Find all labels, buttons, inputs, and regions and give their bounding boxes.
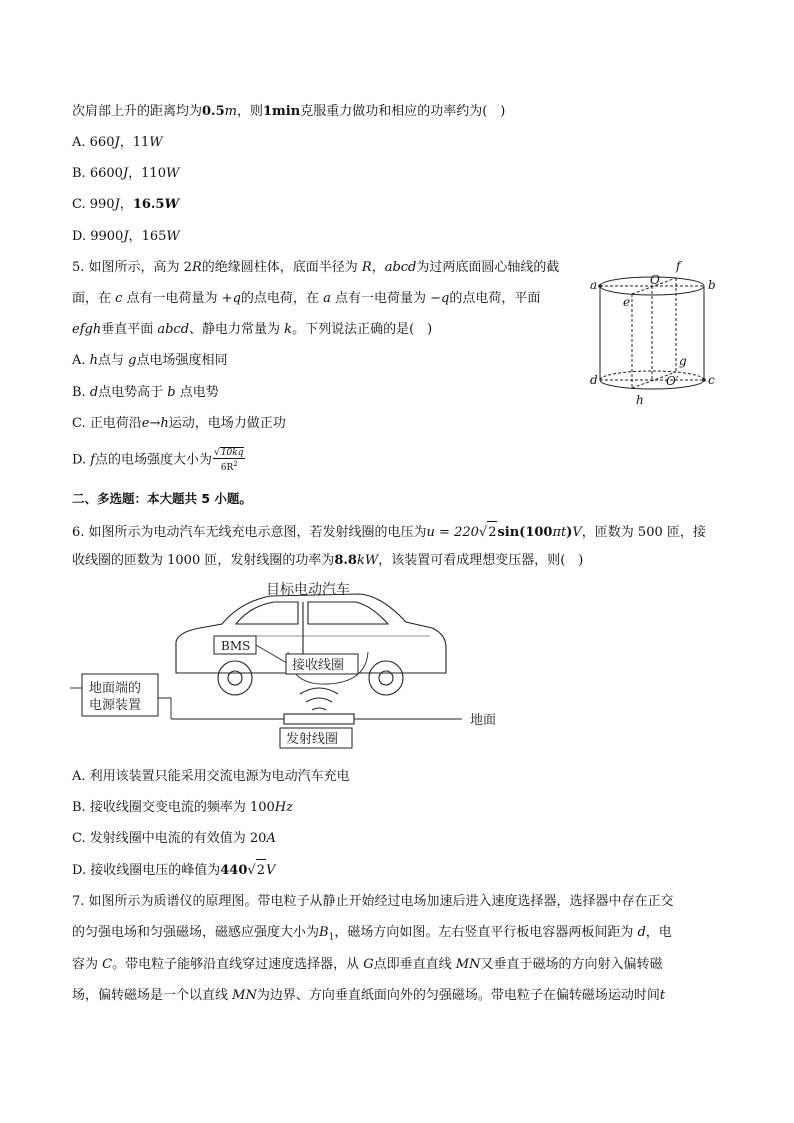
bottom-ellipse-front [600,380,704,389]
section-heading-multiple-choice: 二、多选题：本大题共 5 小题。 [72,491,252,506]
q6-option-c: C. 发射线圈中电流的有效值为 20A [72,831,276,846]
q5-stem-line-2: 面，在 c 点有一电荷量为 +q的点电荷，在 a 点有一电荷量为 −q的点电荷，平面 [72,291,541,306]
q5-stem-line-1: 5. 如图所示，高为 2R的绝缘圆柱体，底面半径为 R，abcd为过两底面圆心轴线的截 [72,260,560,275]
car-window-rear [308,602,388,624]
q4-option-c: C. 990J，16.5W [72,197,180,212]
transmitter-pad [284,714,354,724]
label-g: g [679,354,687,368]
label-O: O [650,273,660,287]
label-d: d [590,373,598,387]
ground-device-label-1: 地面端的 [89,681,142,696]
q5-option-c: C. 正电荷沿e→h运动，电场力做正功 [72,416,286,431]
label-b: b [708,278,716,292]
q7-stem-line-3: 容为 C。带电粒子能够沿直线穿过速度选择器，从 G点即垂直直线 MN又垂直于磁场的方向射入偏转磁 [72,957,663,972]
q6-stem-line-2: 收线圈的匝数为 1000 匝，发射线圈的功率为8.8kW，该装置可看成理想变压器，则( ) [72,553,584,568]
q7-stem-line-4: 场，偏转磁场是一个以直线 MN为边界、方向垂直纸面向外的匀强磁场。带电粒子在偏转磁场运动时间t [72,988,666,1003]
label-f: f [676,259,681,273]
wireless-charging-figure [70,578,530,753]
q5-option-d: D. f点的电场强度大小为 $\frac{√10kq}{6R^2}$ [72,448,244,473]
figure-title: 目标电动汽车 [266,582,350,598]
q5-stem-line-3: efgh垂直平面 abcd、静电力常量为 k。下列说法正确的是( ) [72,322,433,337]
q4-stem-line: 次肩部上升的距离均为0.5m，则1min克服重力做功和相应的功率约为( ) [72,104,506,119]
q4-option-d: D. 9900J，165W [72,229,180,244]
q6-option-b: B. 接收线圈交变电流的频率为 100Hz [72,800,293,815]
q7-stem-line-1: 7. 如图所示为质谱仪的原理图。带电粒子从静止开始经过电场加速后进入速度选择器，选择器中存在正交 [72,894,674,909]
label-O-prime: O′ [666,374,679,388]
q4-option-b: B. 6600J，110W [72,166,180,181]
q4-option-a: A. 660J，11W [72,135,163,150]
front-wheel [218,661,252,695]
bms-label: BMS [221,639,251,653]
q5-option-b: B. d点电势高于 b 点电势 [72,385,219,400]
q5-option-a: A. h点与 g点电场强度相同 [72,353,228,368]
label-e: e [623,295,631,309]
q6-option-d: D. 接收线圈电压的峰值为440√2V [72,859,275,882]
label-h: h [636,393,644,407]
q7-stem-line-2: 的匀强电场和匀强磁场，磁感应强度大小为$B_1$，磁场方向如图。左右竖直平行板电容器两板间距为 d，电 [72,925,672,943]
ground-device-label-2: 电源装置 [89,698,142,713]
q6-option-a: A. 利用该装置只能采用交流电源为电动汽车充电 [72,769,350,784]
receiver-label: 接收线圈 [292,658,345,673]
q6-stem-line-1: 6. 如图所示为电动汽车无线充电示意图，若发射线圈的电压为u = 220√2sin(100πt)V，匝数为 500 匝，接 [72,521,706,544]
field-strength-fraction: $\frac{√10kq}{6R^2}$ [214,448,244,473]
transmitter-label: 发射线圈 [286,732,339,747]
label-c: c [708,373,715,387]
rear-wheel [369,661,403,695]
cylinder-figure [590,256,725,408]
ground-label: 地面 [470,713,497,728]
label-a: a [590,278,598,292]
